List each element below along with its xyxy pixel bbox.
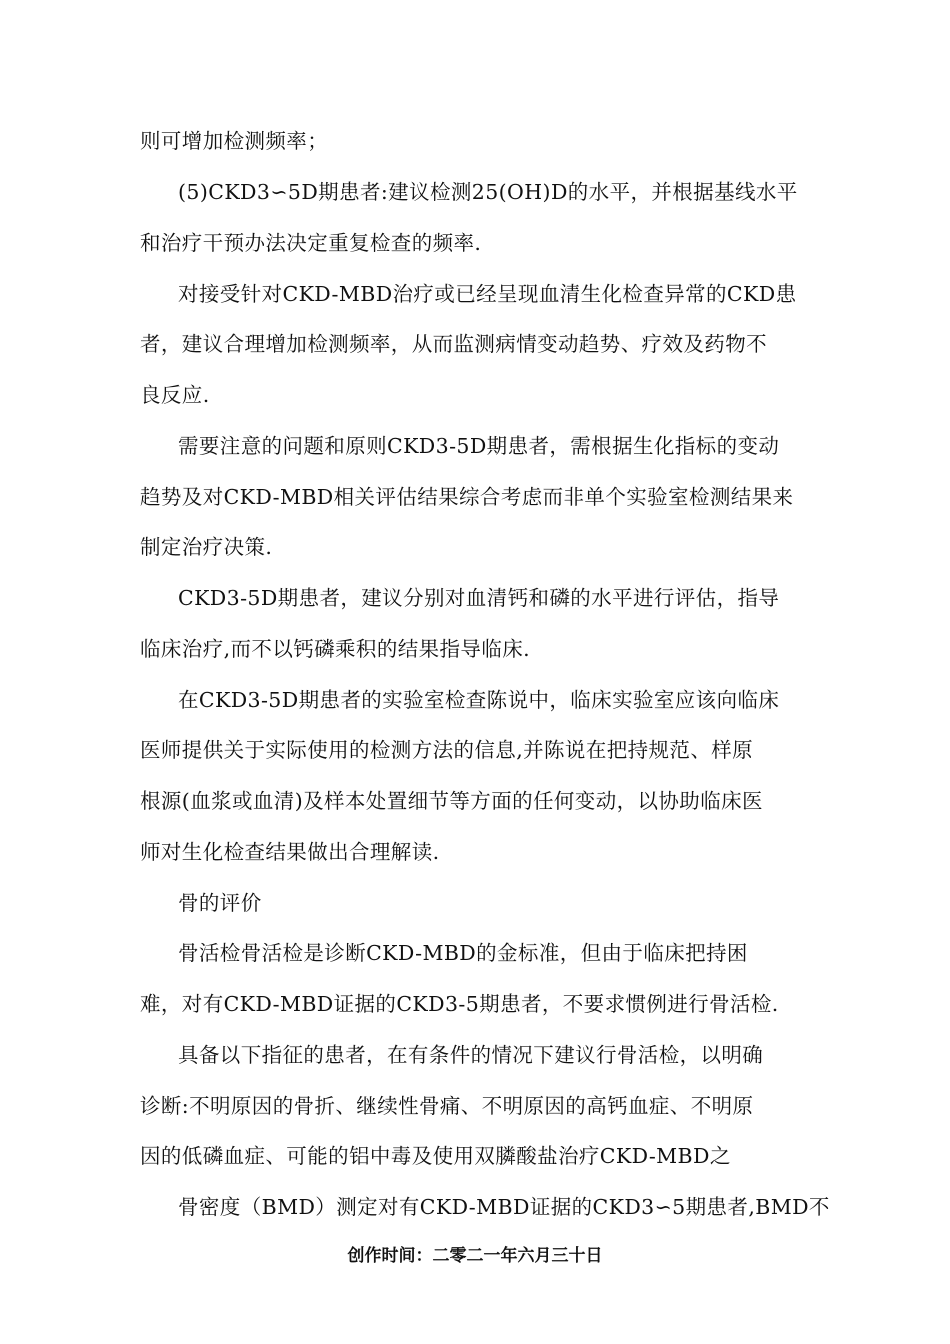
text-line: 者，建议合理增加检测频率，从而监测病情变动趋势、疗效及药物不 xyxy=(140,332,767,356)
text-line: 需要注意的问题和原则CKD3-5D期患者，需根据生化指标的变动 xyxy=(178,434,780,458)
text-line: 制定治疗决策. xyxy=(140,535,273,559)
text-line: 对接受针对CKD-MBD治疗或已经呈现血清生化检查异常的CKD患 xyxy=(178,282,797,306)
text-line: 趋势及对CKD-MBD相关评估结果综合考虑而非单个实验室检测结果来 xyxy=(140,485,794,509)
section-heading: 骨的评价 xyxy=(178,891,262,915)
text-line: 难，对有CKD-MBD证据的CKD3-5期患者，不要求惯例进行骨活检. xyxy=(140,992,779,1016)
text-line: 具备以下指征的患者，在有条件的情况下建议行骨活检，以明确 xyxy=(178,1043,764,1067)
text-line: 则可增加检测频率； xyxy=(140,129,329,153)
text-line: CKD3-5D期患者，建议分别对血清钙和磷的水平进行评估，指导 xyxy=(178,586,780,610)
text-line: 骨密度（BMD）测定对有CKD-MBD证据的CKD3∽5期患者,BMD不 xyxy=(178,1195,830,1219)
text-line: 诊断:不明原因的骨折、继续性骨痛、不明原因的高钙血症、不明原 xyxy=(140,1094,754,1118)
text-line: 骨活检骨活检是诊断CKD-MBD的金标准，但由于临床把持困 xyxy=(178,941,748,965)
text-line: 和治疗干预办法决定重复检查的频率. xyxy=(140,231,482,255)
page-footer: 创作时间：二零二一年六月三十日 xyxy=(347,1246,603,1266)
text-line: (5)CKD3∽5D期患者:建议检测25(OH)D的水平，并根据基线水平 xyxy=(178,180,798,204)
text-line: 良反应. xyxy=(140,383,210,407)
text-line: 在CKD3-5D期患者的实验室检查陈说中，临床实验室应该向临床 xyxy=(178,688,780,712)
text-line: 临床治疗,而不以钙磷乘积的结果指导临床. xyxy=(140,637,531,661)
text-line: 因的低磷血症、可能的铝中毒及使用双膦酸盐治疗CKD-MBD之 xyxy=(140,1144,731,1168)
text-line: 根源(血浆或血清)及样本处置细节等方面的任何变动，以协助临床医 xyxy=(140,789,763,813)
text-line: 师对生化检查结果做出合理解读. xyxy=(140,840,440,864)
text-line: 医师提供关于实际使用的检测方法的信息,并陈说在把持规范、样原 xyxy=(140,738,754,762)
